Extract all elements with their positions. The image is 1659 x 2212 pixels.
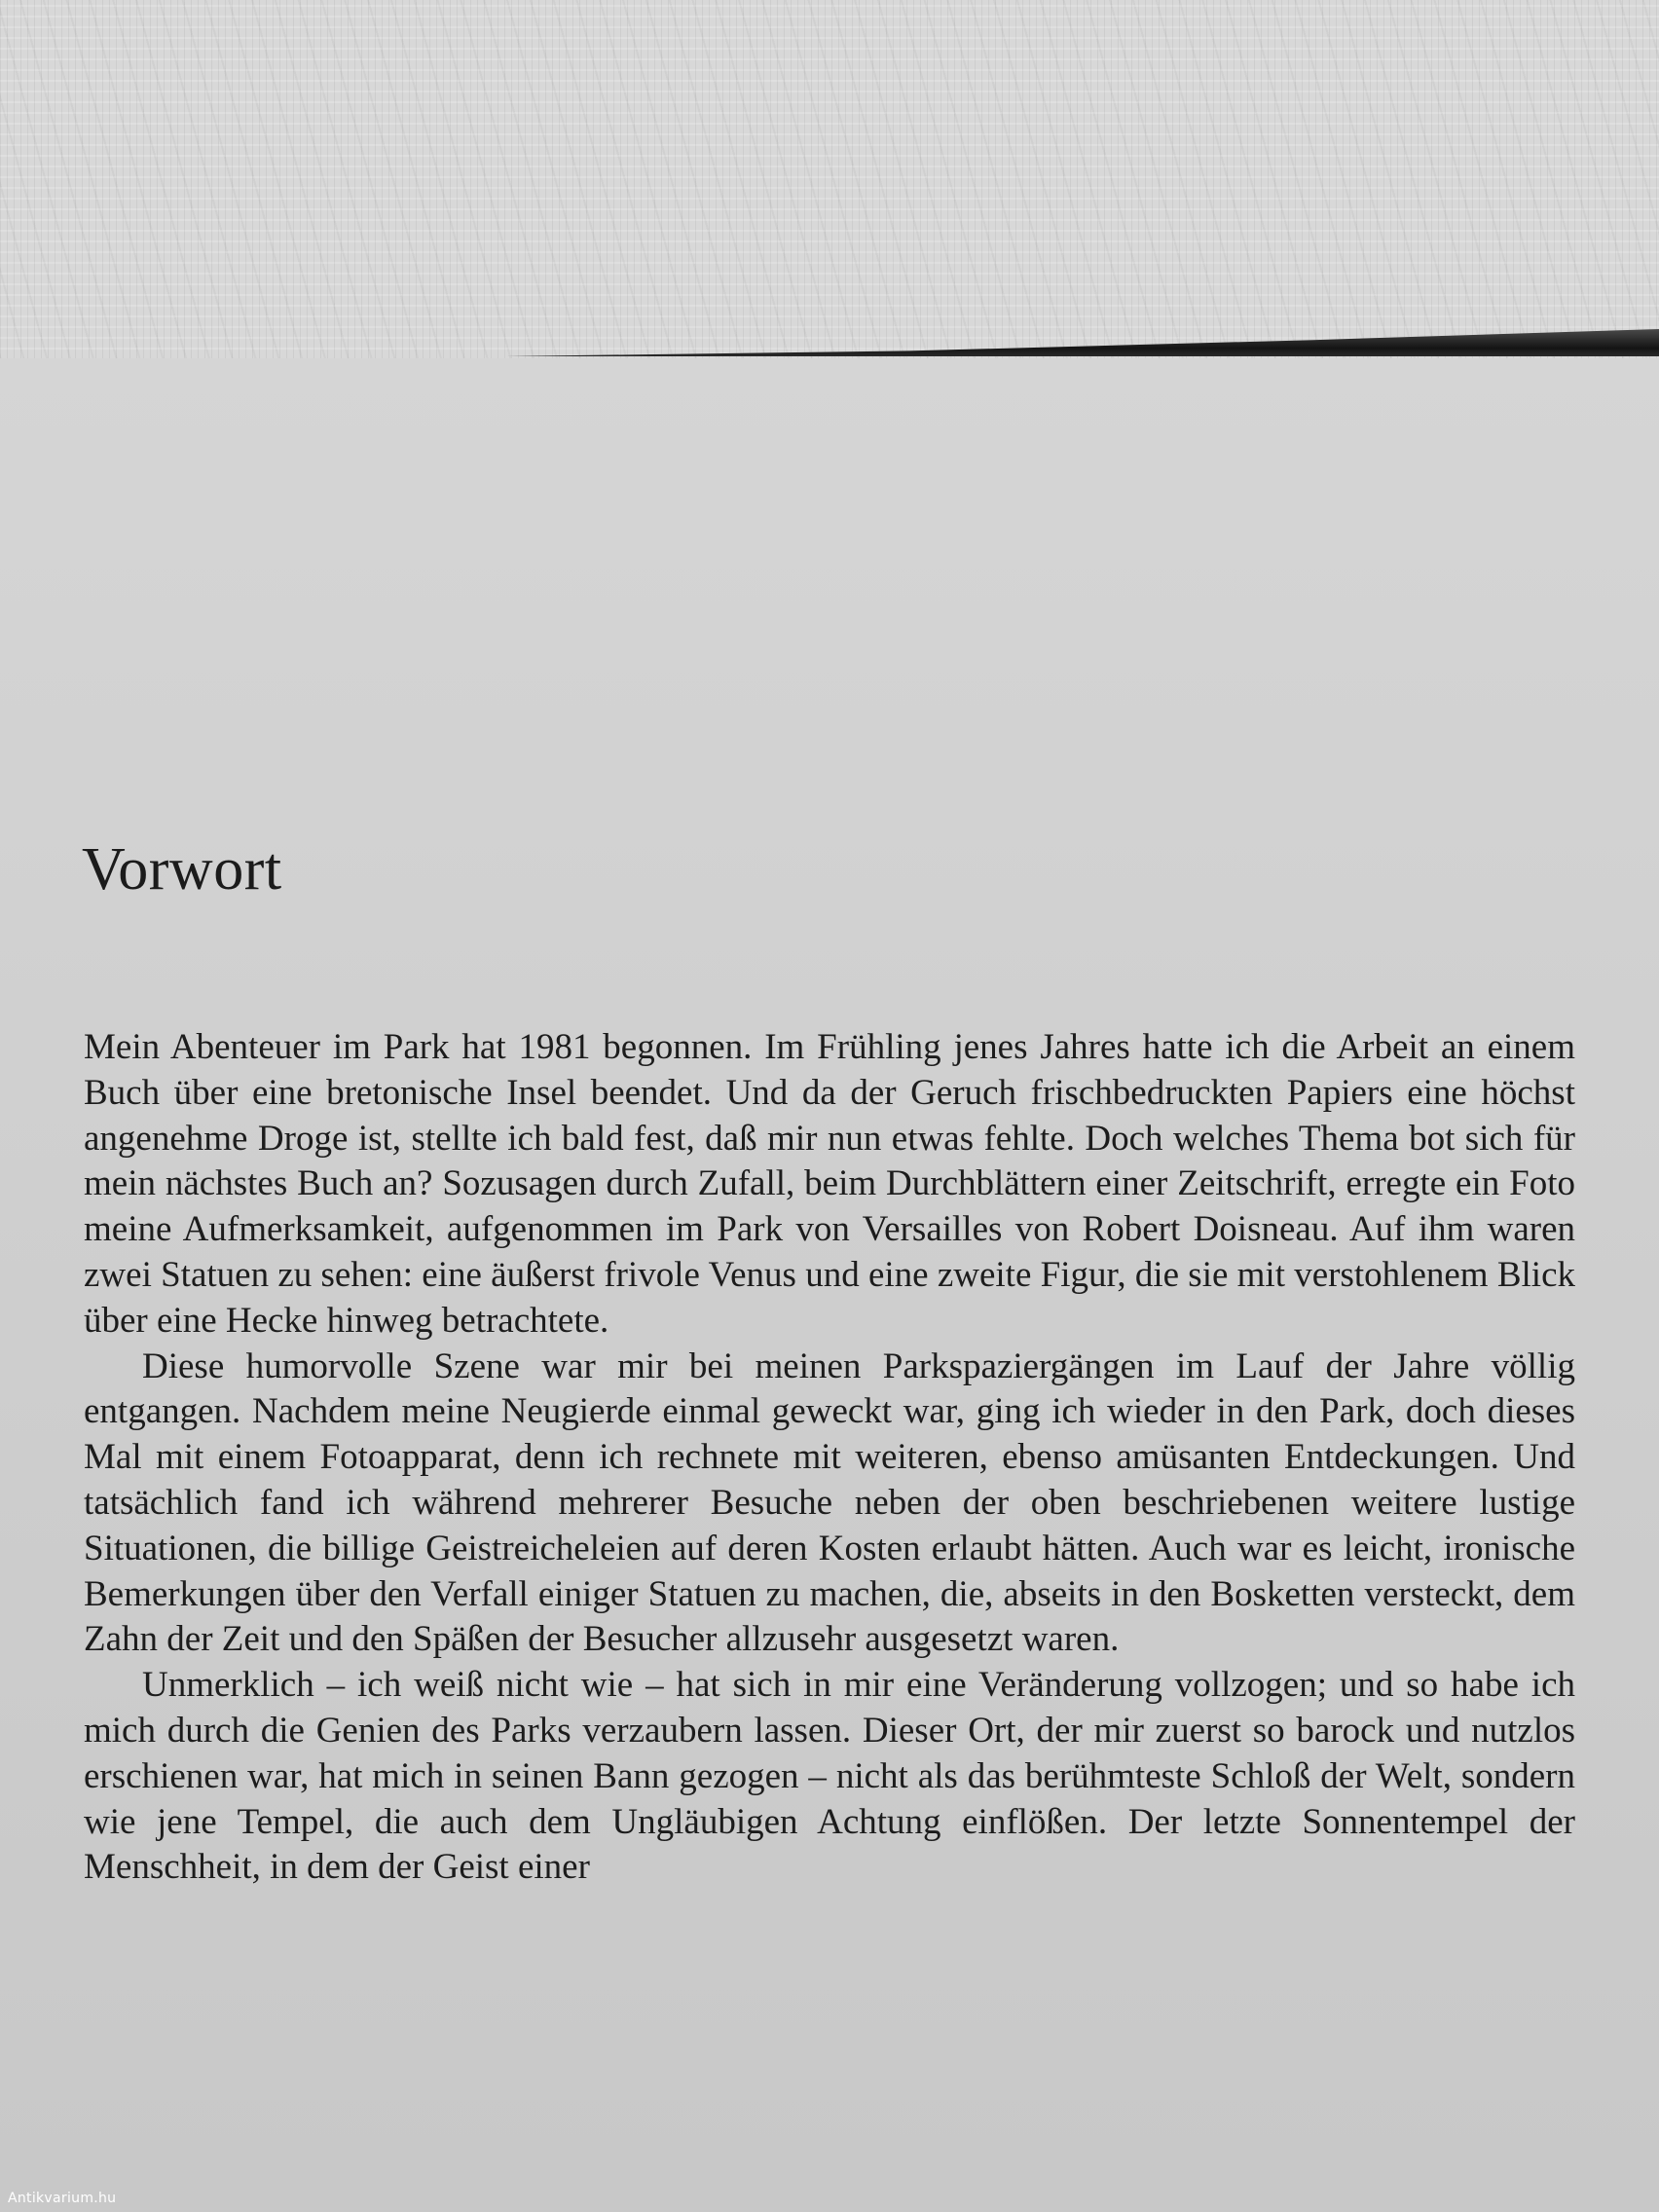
background-surface bbox=[0, 0, 1659, 360]
paragraph-3: Unmerklich – ich weiß nicht wie – hat sich in mir eine Veränderung vollzogen; und so habe ich mich durch die Genien des Parks verzaubern lassen. Dieser Ort, der mir zuerst so barock und nutzlos erschienen war, hat mich in seinen Bann gezogen – nicht als das berühmteste Schloß der Welt, sondern wie jene Tempel, die auch dem Ungläubigen Achtung einflößen. Der letzte Sonnentempel der Menschheit, in dem der Geist einer bbox=[84, 1665, 1575, 1888]
body-text bbox=[84, 1025, 1575, 1891]
paragraph-1: Mein Abenteuer im Park hat 1981 begonnen. Im Frühling jenes Jahres hatte ich die Arbeit an einem Buch über eine bretonische Insel beendet. Und da der Geruch frischbedruckten Papiers eine höchst angenehme Droge ist, stellte ich bald fest, daß mir nun etwas fehlte. Doch welches Thema bot sich für mein nächstes Buch an? Sozusagen durch Zufall, beim Durchblättern einer Zeitschrift, erregte ein Foto meine Aufmerksamkeit, aufgenommen im Park von Versailles von Robert Doisneau. Auf ihm waren zwei Statuen zu sehen: eine äußerst frivole Venus und eine zweite Figur, die sie mit verstohlenem Blick über eine Hecke hinweg betrachtete. bbox=[84, 1027, 1575, 1341]
book-page bbox=[0, 358, 1659, 2212]
page-title: Vorwort bbox=[82, 836, 282, 903]
watermark: Antikvarium.hu bbox=[8, 2191, 117, 2206]
paragraph-2: Diese humorvolle Szene war mir bei meinen Parkspaziergängen im Lauf der Jahre völlig entgangen. Nachdem meine Neugierde einmal geweckt war, ging ich wieder in den Park, doch dieses Mal mit einem Fotoapparat, denn ich rechnete mit weiteren, ebenso amüsanten Entdeckungen. Und tatsächlich fand ich während mehrerer Besuche neben der oben beschriebenen weitere lustige Situationen, die billige Geistreicheleien auf deren Kosten erlaubt hätten. Auch war es leicht, ironische Bemerkungen über den Verfall einiger Statuen zu machen, die, abseits in den Bosketten versteckt, dem Zahn der Zeit und den Späßen der Besucher allzusehr ausgesetzt waren. bbox=[84, 1346, 1575, 1660]
